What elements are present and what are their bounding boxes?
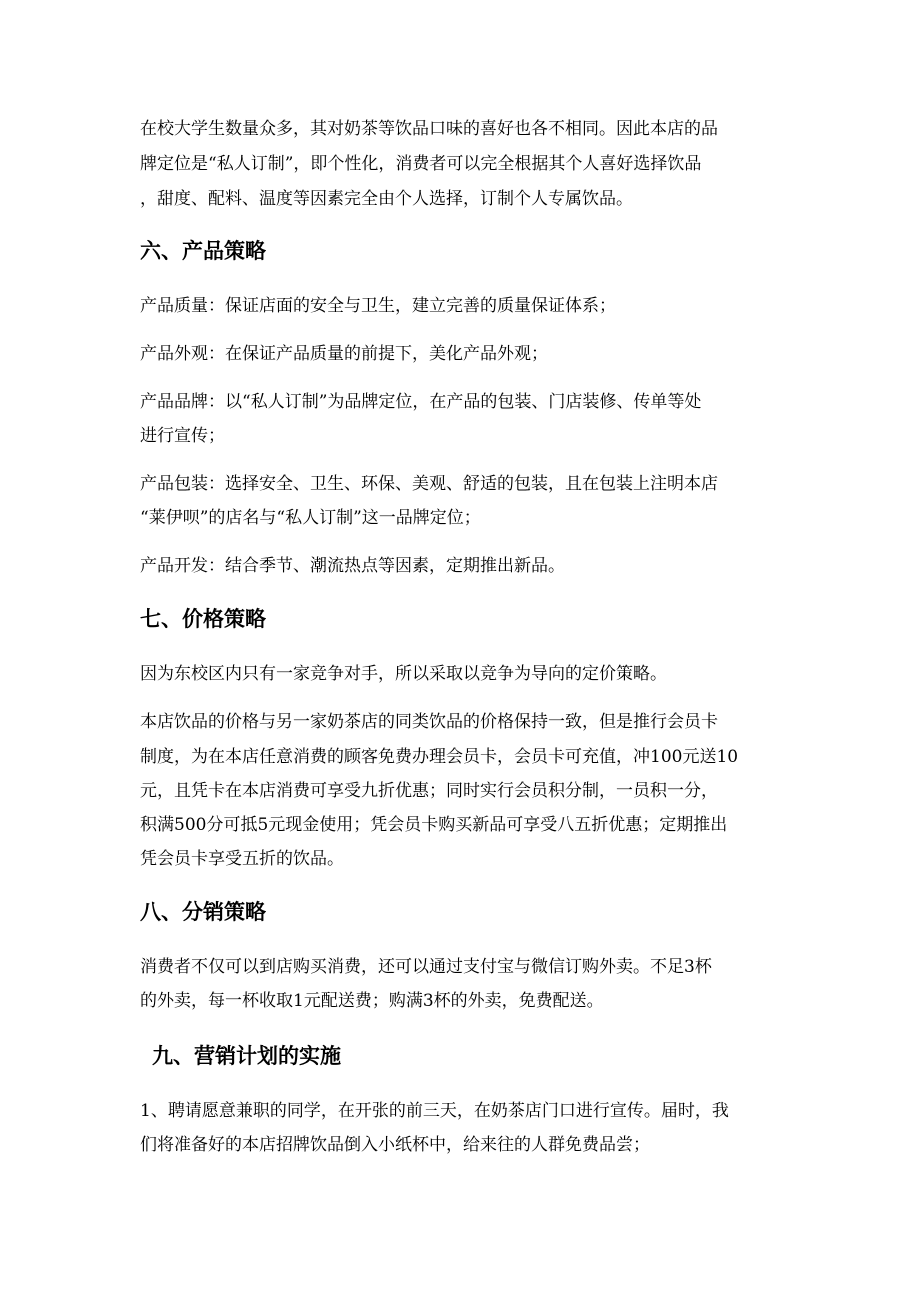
intro-line-2: 牌定位是“私人订制”，即个性化，消费者可以完全根据其个人喜好选择饮品 xyxy=(140,154,702,174)
distribution-text-line-2: 的外卖，每一杯收取1元配送费；购满3杯的外卖，免费配送。 xyxy=(140,991,604,1011)
section-heading-marketing-plan: 九、营销计划的实施 xyxy=(152,1044,341,1068)
intro-line-1: 在校大学生数量众多，其对奶茶等饮品口味的喜好也各不相同。因此本店的品 xyxy=(140,119,718,139)
distribution-text-line-1: 消费者不仅可以到店购买消费，还可以通过支付宝与微信订购外卖。不足3杯 xyxy=(140,957,712,977)
price-strategy-text-line-1: 本店饮品的价格与另一家奶茶店的同类饮品的价格保持一致，但是推行会员卡 xyxy=(140,712,718,732)
price-strategy-intro-text: 因为东校区内只有一家竞争对手，所以采取以竞争为导向的定价策略。 xyxy=(140,664,667,684)
marketing-plan-text-line-2: 们将准备好的本店招牌饮品倒入小纸杯中，给来往的人群免费品尝； xyxy=(140,1135,650,1155)
marketing-plan-text-line-1: 1、聘请愿意兼职的同学，在开张的前三天，在奶茶店门口进行宣传。届时，我 xyxy=(140,1101,729,1121)
product-development-text: 产品开发：结合季节、潮流热点等因素，定期推出新品。 xyxy=(140,556,565,576)
section-heading-price-strategy: 七、价格策略 xyxy=(140,607,266,631)
price-strategy-text-line-4: 积满500分可抵5元现金使用；凭会员卡购买新品可享受八五折优惠；定期推出 xyxy=(140,815,728,835)
product-packaging-text-line-2: “莱伊呗”的店名与“私人订制”这一品牌定位； xyxy=(140,508,481,528)
product-brand-text-line-2: 进行宣传； xyxy=(140,426,225,446)
price-strategy-text-line-3: 元，且凭卡在本店消费可享受九折优惠；同时实行会员积分制，一员积一分， xyxy=(140,781,718,801)
product-brand-text-line-1: 产品品牌：以“私人订制”为品牌定位，在产品的包装、门店装修、传单等处 xyxy=(140,392,702,412)
intro-line-3: ，甜度、配料、温度等因素完全由个人选择，订制个人专属饮品。 xyxy=(140,189,633,209)
product-quality-text: 产品质量：保证店面的安全与卫生，建立完善的质量保证体系； xyxy=(140,296,616,316)
product-packaging-text-line-1: 产品包装：选择安全、卫生、环保、美观、舒适的包装，且在包装上注明本店 xyxy=(140,474,718,494)
price-strategy-text-line-5: 凭会员卡享受五折的饮品。 xyxy=(140,849,344,869)
product-appearance-text: 产品外观：在保证产品质量的前提下，美化产品外观； xyxy=(140,344,548,364)
section-heading-distribution-strategy: 八、分销策略 xyxy=(140,900,266,924)
section-heading-product-strategy: 六、产品策略 xyxy=(140,239,266,263)
price-strategy-text-line-2: 制度，为在本店任意消费的顾客免费办理会员卡，会员卡可充值，冲100元送10 xyxy=(140,747,739,767)
